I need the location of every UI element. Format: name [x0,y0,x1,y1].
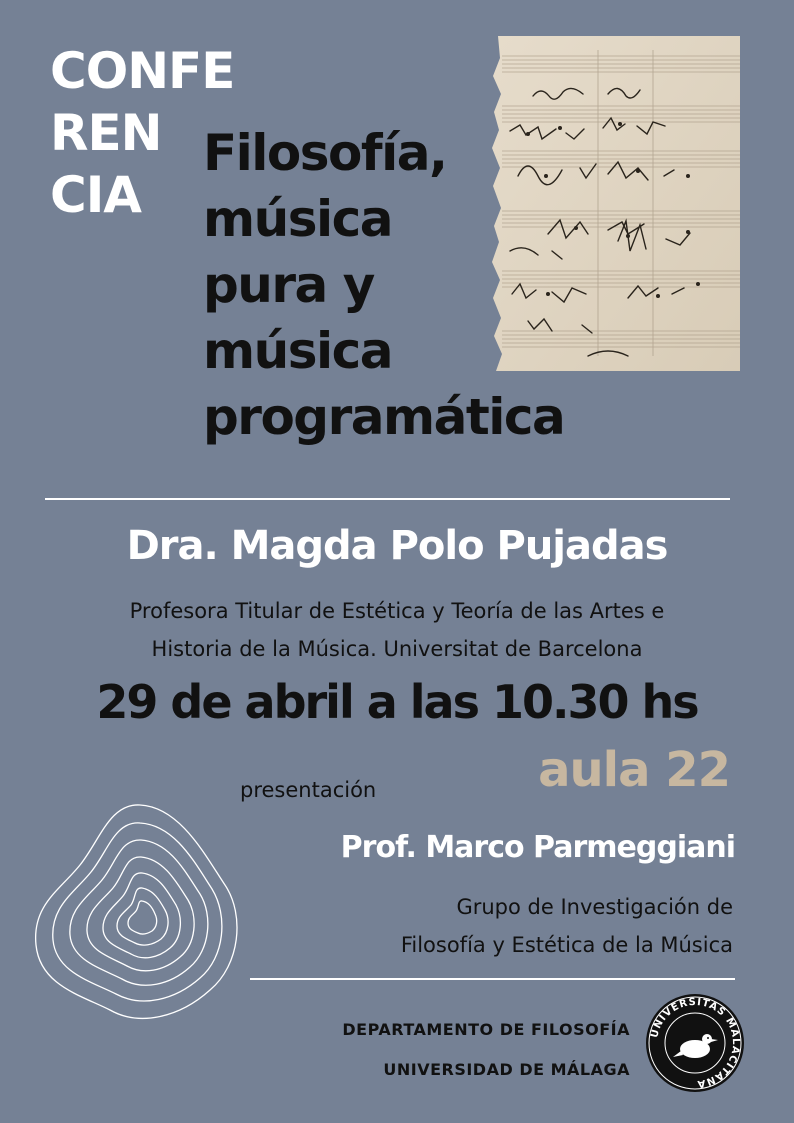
department [270,1010,630,1090]
presentation-label: presentación [240,778,377,802]
event-date-time: 29 de abril a las 10.30 hs [96,675,698,729]
title-line-5: programática [203,388,565,446]
music-manuscript-image [488,36,740,371]
event-room: aula 22 [538,742,730,798]
seal-text: UNIVERSITAS MALACITANA [649,996,742,1090]
conferencia-line-3: CIA [50,166,141,224]
conferencia-line-1: CONFE [50,42,235,100]
research-group-line-2: Filosofía y Estética de la Música [400,933,733,957]
concentric-waves-icon [30,795,245,1030]
speaker-role-line-2: Historia de la Música. Universitat de Barcelona [151,637,643,661]
department-line-2: UNIVERSIDAD DE MÁLAGA [383,1060,630,1079]
speaker-name: Dra. Magda Polo Pujadas [126,523,668,569]
presenter-name: Prof. Marco Parmeggiani [340,830,735,865]
speaker-role [40,592,754,668]
title-line-4: música [203,322,392,380]
bottom-divider [250,978,735,980]
title-line-1: Filosofía, [203,124,447,182]
department-line-1: DEPARTAMENTO DE FILOSOFÍA [342,1020,630,1039]
speaker-role-line-1: Profesora Titular de Estética y Teoría de las Artes e [129,599,665,623]
research-group [260,888,733,964]
research-group-line-1: Grupo de Investigación de [456,895,733,919]
university-seal-icon [645,993,745,1093]
conferencia-line-2: REN [50,104,162,162]
title-line-3: pura y [203,256,374,314]
title-line-2: música [203,190,392,248]
top-divider [45,498,730,500]
